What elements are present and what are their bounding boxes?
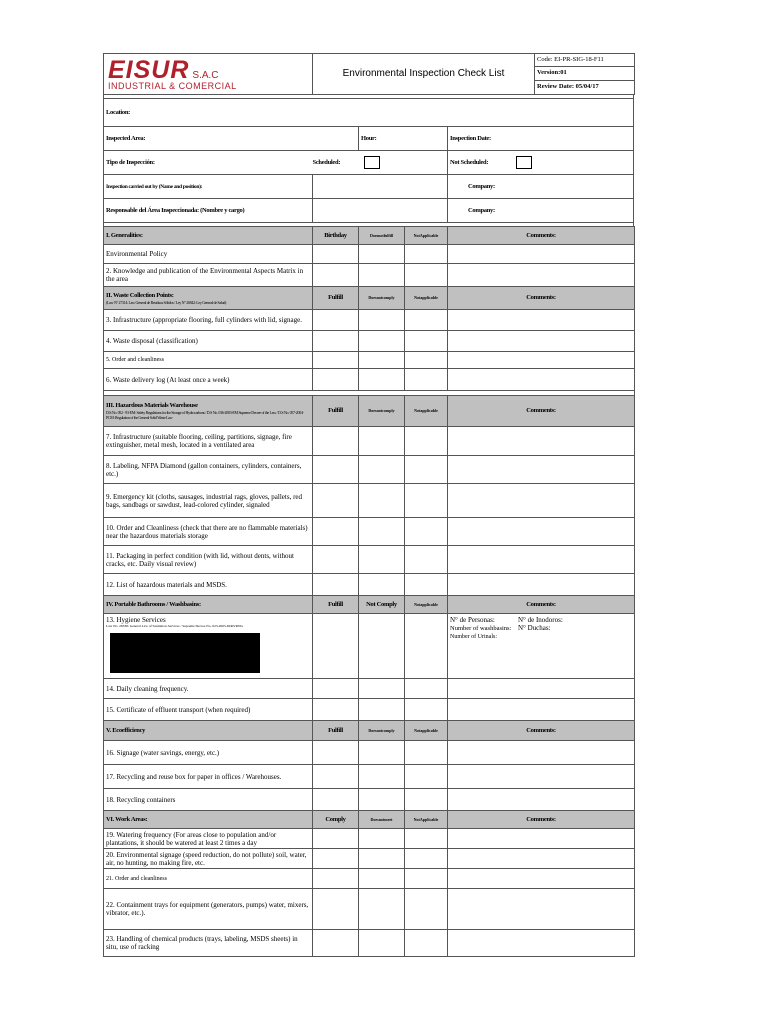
responsable-label: Responsable del Área Inspeccionada: (Nombre y cargo) [104,199,313,223]
comment-cell[interactable] [448,484,635,518]
comment-cell[interactable] [448,574,635,596]
check-cell[interactable] [313,518,359,546]
section-title [104,287,313,310]
company-label-2: Company: [468,206,495,214]
check-cell[interactable] [405,369,448,391]
check-cell[interactable] [359,889,405,930]
document-version: Version:01 [535,67,635,80]
comment-cell[interactable] [448,741,635,765]
company-field-2[interactable] [448,199,634,223]
item-label: 11. Packaging in perfect condition (with lid, without dents, without cracks, etc. Daily visual review) [104,546,313,574]
checklist-row [104,789,635,811]
check-cell[interactable] [313,310,359,331]
comment-cell[interactable] [448,456,635,484]
column-not-fulfill: Doesnotcomply [359,721,405,741]
personas-label: N° de Personas: [450,616,495,624]
hour-field[interactable] [359,127,448,151]
check-cell[interactable] [359,930,405,957]
section-title: IV. Portable Bathrooms / Washbasins: [104,596,313,614]
item-label: 6. Waste delivery log (At least once a week) [104,369,313,391]
check-cell[interactable] [313,849,359,869]
check-cell[interactable] [405,765,448,789]
duchas-label: N° Duchas: [518,624,551,632]
inspected-area-field[interactable] [104,127,359,151]
check-cell[interactable] [405,245,448,264]
item-label: 18. Recycling containers [104,789,313,811]
check-cell[interactable] [359,869,405,889]
checklist-row [104,849,635,869]
check-cell[interactable] [405,869,448,889]
review-date: Review Date: 05/04/17 [535,80,635,94]
check-cell[interactable] [359,264,405,287]
section-header [104,596,635,614]
check-cell[interactable] [313,546,359,574]
inodoros-label: N° de Inodoros: [518,616,563,624]
column-fulfill: Comply [313,811,359,829]
urinals-label: Number of Urinals: [450,634,497,640]
check-cell[interactable] [405,427,448,456]
comment-cell[interactable] [448,546,635,574]
check-cell[interactable] [359,574,405,596]
checklist-row [104,546,635,574]
tipo-inspeccion-label: Tipo de Inspección: [104,151,313,175]
company-field-1[interactable] [448,175,634,199]
item-label: 8. Labeling, NFPA Diamond (gallon containers, cylinders, containers, etc.) [104,456,313,484]
section-title [104,396,313,427]
section-header [104,396,635,427]
check-cell[interactable] [313,352,359,369]
comment-cell[interactable] [448,331,635,352]
logo-suffix: S.A.C [192,70,219,81]
section-legal-ref: D.S.No. 052 - 93-EM: Safety Regulations for the Storage of Hydrocarbons / D.S No. 036-2003-EM Supreme Decree of the Law / D.S No. 057-2004-PCM: Regulation of the General Solid Waste Law [106,410,304,420]
check-cell[interactable] [359,741,405,765]
item-label: 19. Watering frequency (For areas close to population and/or plantations, it should be watered at least 2 times a day [104,829,313,849]
checklist-row [104,331,635,352]
checklist-row [104,869,635,889]
check-cell[interactable] [359,369,405,391]
checklist-row [104,765,635,789]
check-cell[interactable] [359,679,405,699]
column-fulfill: Fulfill [313,396,359,427]
inspection-form [103,53,634,957]
column-not-fulfill: Doesnotfulfill [359,227,405,245]
company-label-1: Company: [468,182,495,190]
column-fulfill: Fulfill [313,721,359,741]
comment-cell[interactable] [448,765,635,789]
check-cell[interactable] [405,574,448,596]
comment-cell[interactable] [448,930,635,957]
not-scheduled-option [448,151,634,175]
section-legal-ref: (Law N° 27314: Law General de Residuos Sólidos / Ley N° 26842: Ley General de Salud) [106,299,227,305]
check-cell[interactable] [313,699,359,721]
check-cell[interactable] [405,331,448,352]
checklist-row [104,484,635,518]
check-cell[interactable] [405,699,448,721]
column-not-fulfill: Doesnotcomply [359,287,405,310]
check-cell[interactable] [405,679,448,699]
header-table [103,53,635,95]
check-cell[interactable] [313,427,359,456]
item-label: 5. Order and cleanliness [104,352,313,369]
logo-word: EISUR [108,56,190,84]
comment-cell[interactable] [448,699,635,721]
checklist-row [104,930,635,957]
inspected-area-label: Inspected Area: [106,134,146,142]
item-label: 16. Signage (water savings, energy, etc.) [104,741,313,765]
check-cell[interactable] [313,574,359,596]
item-label: 21. Order and cleanliness [104,869,313,889]
comment-cell[interactable] [448,427,635,456]
check-cell[interactable] [359,484,405,518]
item-label: 3. Infrastructure (appropriate flooring, full cylinders with lid, signage. [104,310,313,331]
check-cell[interactable] [405,741,448,765]
check-cell[interactable] [313,369,359,391]
company-logo [104,54,313,95]
column-comments: Comments: [448,287,635,310]
check-cell[interactable] [359,789,405,811]
check-cell[interactable] [405,789,448,811]
check-cell[interactable] [405,930,448,957]
check-cell[interactable] [313,829,359,849]
column-not-applicable: Notapplicable [405,596,448,614]
section-header [104,287,635,310]
item-legal-ref: Law No. 26338: General Law of Sanitation Services / Supreme Decree No. 023-2005-DIR3/RNG [106,624,244,628]
section-header [104,811,635,829]
check-cell[interactable] [359,352,405,369]
item-label: 2. Knowledge and publication of the Environmental Aspects Matrix in the area [104,264,313,287]
comment-cell[interactable] [448,518,635,546]
column-not-applicable: Notapplicable [405,721,448,741]
check-cell[interactable] [359,849,405,869]
check-cell[interactable] [313,869,359,889]
column-not-fulfill: Doesnotcomply [359,396,405,427]
checklist-row [104,699,635,721]
scheduled-checkbox[interactable] [364,156,380,169]
check-cell[interactable] [313,765,359,789]
comment-cell[interactable] [448,264,635,287]
column-comments: Comments: [448,811,635,829]
check-cell[interactable] [359,614,405,679]
check-cell[interactable] [405,264,448,287]
column-fulfill: Birthday [313,227,359,245]
check-cell[interactable] [405,829,448,849]
check-cell[interactable] [405,456,448,484]
checklist-table [103,226,635,957]
scheduled-label: Scheduled: [312,158,341,166]
not-scheduled-label: Not Scheduled: [450,158,489,166]
section-title-text: II. Waste Collection Points: [106,291,174,299]
check-cell[interactable] [405,546,448,574]
comment-cell[interactable] [448,369,635,391]
check-cell[interactable] [359,699,405,721]
column-not-applicable: Notapplicable [405,287,448,310]
check-cell[interactable] [313,614,359,679]
check-cell[interactable] [313,679,359,699]
item-label: 4. Waste disposal (classification) [104,331,313,352]
comment-cell[interactable] [448,889,635,930]
checklist-row [104,741,635,765]
checklist-row [104,518,635,546]
checklist-row [104,456,635,484]
check-cell[interactable] [405,518,448,546]
section-header [104,227,635,245]
location-label: Location: [106,108,131,116]
hour-label: Hour: [361,134,377,142]
check-cell[interactable] [313,889,359,930]
washbasins-label: Number of washbasins: [450,625,512,632]
check-cell[interactable] [359,310,405,331]
carried-out-by-field[interactable] [313,175,448,199]
item-label: 7. Infrastructure (suitable flooring, ceiling, partitions, signage, fire extinguisher, metal mesh, located in a ventilated area [104,427,313,456]
comment-cell[interactable] [448,789,635,811]
comment-cell[interactable] [448,869,635,889]
not-scheduled-checkbox[interactable] [516,156,532,169]
item-label: 14. Daily cleaning frequency. [104,679,313,699]
document-title: Environmental Inspection Check List [313,54,535,95]
checklist-row [104,427,635,456]
column-not-fulfill: Not Comply [359,596,405,614]
section-title: VI. Work Areas: [104,811,313,829]
column-not-applicable: Notapplicable [405,396,448,427]
column-comments: Comments: [448,596,635,614]
check-cell[interactable] [405,310,448,331]
check-cell[interactable] [405,484,448,518]
checklist-row [104,574,635,596]
column-not-fulfill: Doesnotmeet [359,811,405,829]
item-label: 12. List of hazardous materials and MSDS. [104,574,313,596]
comment-cell[interactable] [448,245,635,264]
section-title-text: III. Hazardous Materials Warehouse [106,402,198,409]
inspection-date-field[interactable] [448,127,634,151]
responsable-field[interactable] [313,199,448,223]
checklist-row [104,614,635,679]
comment-cell[interactable] [448,849,635,869]
comment-cell[interactable] [448,679,635,699]
logo-subtitle: INDUSTRIAL & COMERCIAL [108,81,237,91]
checklist-row [104,829,635,849]
checklist-row [104,352,635,369]
location-field[interactable] [104,99,634,127]
item-label: 17. Recycling and reuse box for paper in offices / Warehouses. [104,765,313,789]
hygiene-counts-cell[interactable] [448,614,635,679]
item-label: Environmental Policy [104,245,313,264]
check-cell[interactable] [313,741,359,765]
column-comments: Comments: [448,721,635,741]
check-cell[interactable] [313,789,359,811]
carried-out-by-label: Inspection carried out by (Name and position): [104,175,313,199]
checklist-row [104,369,635,391]
section-title: V. Ecoefficiency [104,721,313,741]
comment-cell[interactable] [448,310,635,331]
item-label: 22. Containment trays for equipment (generators, pumps) water, mixers, vibrator, etc.). [104,889,313,930]
check-cell[interactable] [359,245,405,264]
item-label: 13. Hygiene Services [106,616,166,624]
item-label: 15. Certificate of effluent transport (when required) [104,699,313,721]
check-cell[interactable] [359,427,405,456]
checklist-row [104,264,635,287]
checklist-row [104,245,635,264]
column-fulfill: Fulfill [313,287,359,310]
info-table [103,98,634,223]
column-fulfill: Fulfill [313,596,359,614]
item-label: 20. Environmental signage (speed reduction, do not pollute) soil, water, air, no hunting, no making fire, etc. [104,849,313,869]
check-cell[interactable] [359,456,405,484]
comment-cell[interactable] [448,352,635,369]
checklist-row [104,889,635,930]
column-comments: Comments: [448,396,635,427]
check-cell[interactable] [405,889,448,930]
check-cell[interactable] [405,849,448,869]
check-cell[interactable] [359,518,405,546]
section-header [104,721,635,741]
item-label: 9. Emergency kit (cloths, sausages, industrial rags, gloves, pallets, red bags, sandbags or sawdust, lead-colored cylinder, signaled [104,484,313,518]
inspection-date-label: Inspection Date: [450,134,491,142]
check-cell[interactable] [313,456,359,484]
section-title: I. Generalities: [104,227,313,245]
check-cell[interactable] [359,331,405,352]
check-cell[interactable] [359,765,405,789]
check-cell[interactable] [313,484,359,518]
check-cell[interactable] [405,352,448,369]
check-cell[interactable] [313,331,359,352]
hygiene-services-cell [104,614,313,679]
checklist-row [104,679,635,699]
check-cell[interactable] [359,546,405,574]
check-cell[interactable] [313,264,359,287]
column-not-applicable: NotApplicable [405,811,448,829]
comment-cell[interactable] [448,829,635,849]
item-label: 10. Order and Cleanliness (check that there are no flammable materials) near the hazardous materials storage [104,518,313,546]
check-cell[interactable] [405,614,448,679]
check-cell[interactable] [313,930,359,957]
redacted-block [110,633,260,673]
column-comments: Comments: [448,227,635,245]
item-label: 23. Handling of chemical products (trays, labeling, MSDS sheets) in situ, use of racking [104,930,313,957]
document-code: Code: EI-PR-SIG-18-F11 [535,54,635,67]
check-cell[interactable] [359,829,405,849]
column-not-applicable: NotApplicable [405,227,448,245]
checklist-row [104,310,635,331]
check-cell[interactable] [313,245,359,264]
scheduled-option [313,151,448,175]
